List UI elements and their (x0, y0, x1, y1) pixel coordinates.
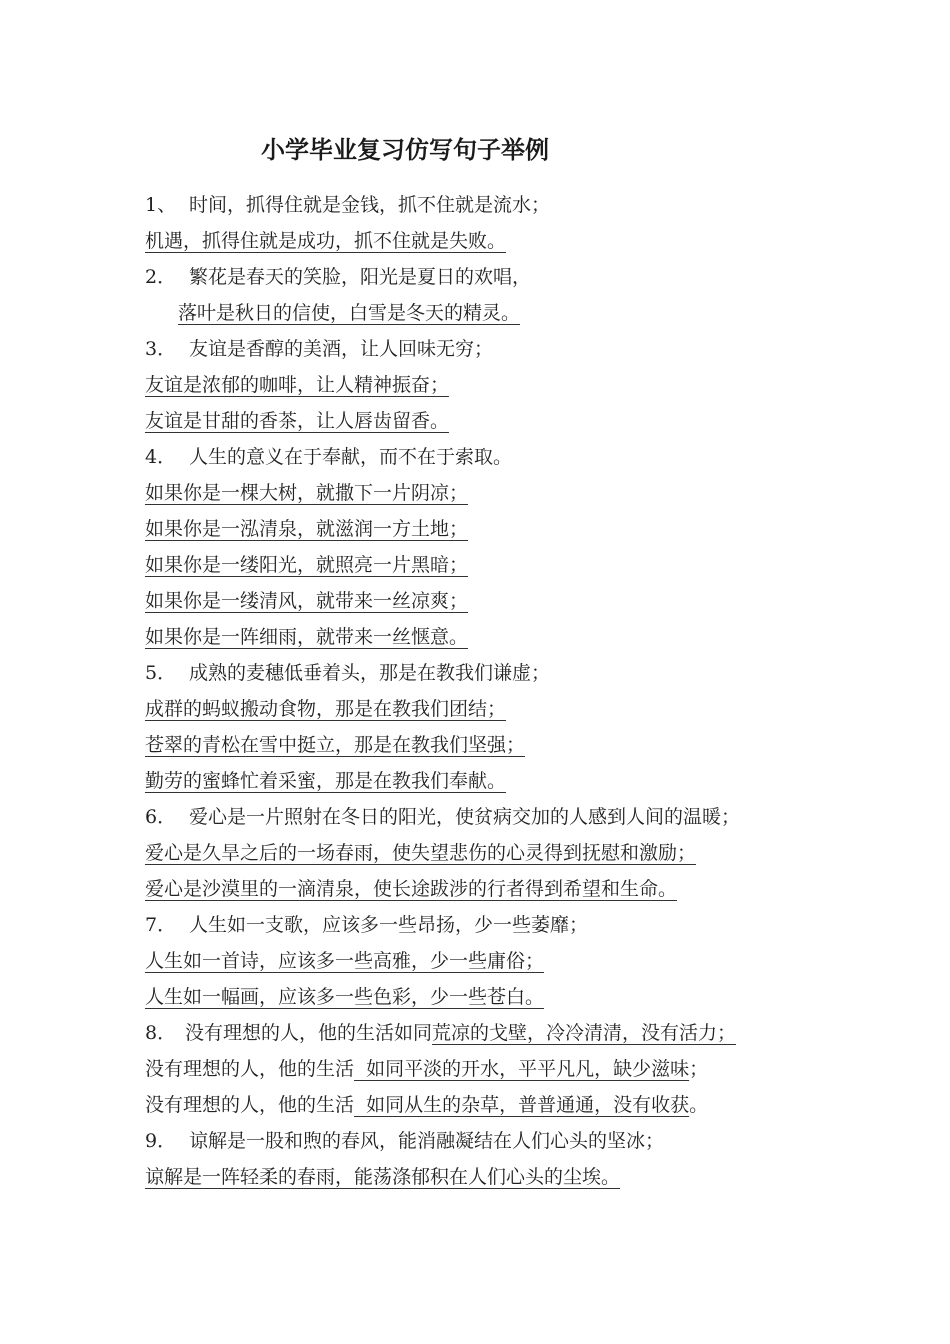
item-number: 9． (145, 1130, 177, 1152)
sentence-1 (145, 192, 550, 218)
sentence-5-imitation-c: 勤劳的蜜蜂忙着采蜜，那是在教我们奉献。 (145, 770, 507, 792)
sentence-text: 友谊是香醇的美酒，让人回味无穷； (189, 338, 494, 360)
sentence-6 (145, 804, 740, 830)
sentence-blank: 如同从生的杂草，普普通通，没有收获 (354, 1094, 690, 1116)
sentence-text: 繁花是春天的笑脸，阳光是夏日的欢唱， (189, 266, 532, 288)
item-number: 5． (145, 662, 177, 684)
sentence-9-imitation: 谅解是一阵轻柔的春雨，能荡涤郁积在人们心头的尘埃。 (145, 1166, 621, 1188)
sentence-prefix: 没有理想的人，他的生活 (145, 1094, 355, 1116)
sentence-4-imitation-a: 如果你是一棵大树，就撒下一片阴凉； (145, 482, 469, 504)
sentence-6-imitation-b: 爱心是沙漠里的一滴清泉，使长途跋涉的行者得到希望和生命。 (145, 878, 678, 900)
sentence-punct: ； (689, 1058, 709, 1080)
sentence-text: 成熟的麦穗低垂着头，那是在教我们谦虚； (189, 662, 551, 684)
sentence-text: 爱心是一片照射在冬日的阳光，使贫病交加的人感到人间的温暖； (189, 806, 741, 828)
sentence-6-imitation-a: 爱心是久旱之后的一场春雨，使失望悲伤的心灵得到抚慰和激励； (145, 842, 697, 864)
sentence-5-imitation-a: 成群的蚂蚁搬动食物，那是在教我们团结； (145, 698, 507, 720)
page-title: 小学毕业复习仿写句子举例 (261, 136, 549, 164)
sentence-8-imitation-a (145, 1056, 708, 1082)
sentence-2-imitation: 落叶是秋日的信使，白雪是冬天的精灵。 (178, 302, 521, 324)
sentence-8 (145, 1020, 736, 1046)
sentence-1-imitation: 机遇，抓得住就是成功，抓不住就是失败。 (145, 230, 507, 252)
item-number: 8． (145, 1022, 177, 1044)
sentence-punct: 。 (689, 1094, 709, 1116)
sentence-5-imitation-b: 苍翠的青松在雪中挺立，那是在教我们坚强； (145, 734, 526, 756)
sentence-prefix: 没有理想的人，他的生活如同 (185, 1022, 433, 1044)
sentence-7 (145, 912, 588, 938)
sentence-blank: 荒凉的戈壁，冷冷清清，没有活力； (432, 1022, 737, 1044)
sentence-text: 时间，抓得住就是金钱，抓不住就是流水； (189, 194, 551, 216)
sentence-2 (145, 264, 531, 290)
sentence-4-imitation-c: 如果你是一缕阳光，就照亮一片黑暗； (145, 554, 469, 576)
sentence-blank: 如同平淡的开水，平平凡凡，缺少滋味 (354, 1058, 690, 1080)
item-number: 4． (145, 446, 177, 468)
sentence-4-imitation-d: 如果你是一缕清风，就带来一丝凉爽； (145, 590, 469, 612)
item-number: 6． (145, 806, 177, 828)
sentence-prefix: 没有理想的人，他的生活 (145, 1058, 355, 1080)
sentence-3-imitation-b: 友谊是甘甜的香茶，让人唇齿留香。 (145, 410, 450, 432)
sentence-4 (145, 444, 512, 470)
sentence-text: 谅解是一股和煦的春风，能消融凝结在人们心头的坚冰； (189, 1130, 665, 1152)
sentence-7-imitation-b: 人生如一幅画，应该多一些色彩，少一些苍白。 (145, 986, 545, 1008)
sentence-5 (145, 660, 550, 686)
item-number: 3． (145, 338, 177, 360)
sentence-4-imitation-b: 如果你是一泓清泉，就滋润一方土地； (145, 518, 469, 540)
item-number: 2． (145, 266, 177, 288)
sentence-7-imitation-a: 人生如一首诗，应该多一些高雅，少一些庸俗； (145, 950, 545, 972)
sentence-8-imitation-b (145, 1092, 708, 1118)
item-number: 1、 (145, 194, 177, 216)
sentence-9 (145, 1128, 664, 1154)
sentence-3 (145, 336, 493, 362)
sentence-text: 人生如一支歌，应该多一些昂扬，少一些萎靡； (189, 914, 589, 936)
sentence-text: 人生的意义在于奉献，而不在于索取。 (189, 446, 513, 468)
item-number: 7． (145, 914, 177, 936)
sentence-3-imitation-a: 友谊是浓郁的咖啡，让人精神振奋； (145, 374, 450, 396)
sentence-4-imitation-e: 如果你是一阵细雨，就带来一丝惬意。 (145, 626, 469, 648)
